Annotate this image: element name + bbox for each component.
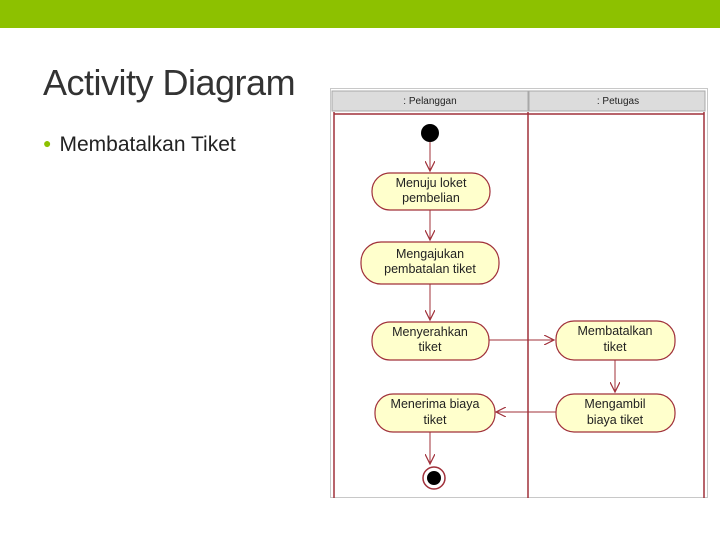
activity-mengajukan-line2: pembatalan tiket bbox=[384, 262, 476, 276]
activity-menerima-line2: tiket bbox=[423, 413, 447, 427]
lane-label-petugas: : Petugas bbox=[596, 96, 640, 107]
activity-menuju-loket-line2: pembelian bbox=[402, 191, 460, 205]
activity-menuju-loket bbox=[372, 173, 490, 210]
activity-mengajukan-line1: Mengajukan bbox=[395, 247, 465, 261]
diagram-frame bbox=[331, 89, 708, 498]
activity-menyerahkan-line2: tiket bbox=[418, 340, 442, 354]
activity-menyerahkan bbox=[372, 322, 489, 360]
activity-membatalkan-line2: tiket bbox=[603, 340, 627, 354]
top-accent-bar bbox=[0, 0, 720, 28]
bullet-item bbox=[43, 133, 236, 157]
activity-menerima-line1: Menerima biaya bbox=[390, 397, 480, 411]
slide-title: Activity Diagram bbox=[43, 62, 296, 103]
activity-membatalkan-line1: Membatalkan bbox=[577, 324, 653, 338]
bullet-dot-icon: ● bbox=[43, 135, 52, 151]
activity-mengajukan bbox=[361, 242, 499, 284]
activity-menuju-loket-line1: Menuju loket bbox=[395, 176, 467, 190]
activity-menerima bbox=[375, 394, 495, 432]
end-node bbox=[423, 467, 445, 489]
activity-mengambil-line1: Mengambil bbox=[584, 397, 646, 411]
activity-mengambil-line2: biaya tiket bbox=[586, 413, 644, 427]
lane-label-pelanggan: : Pelanggan bbox=[403, 96, 457, 107]
activity-mengambil bbox=[556, 394, 675, 432]
activity-diagram bbox=[330, 88, 708, 498]
bullet-text: Membatalkan Tiket bbox=[59, 133, 236, 156]
activity-membatalkan bbox=[556, 321, 675, 360]
activity-menyerahkan-line1: Menyerahkan bbox=[392, 325, 468, 339]
start-node bbox=[421, 124, 439, 142]
